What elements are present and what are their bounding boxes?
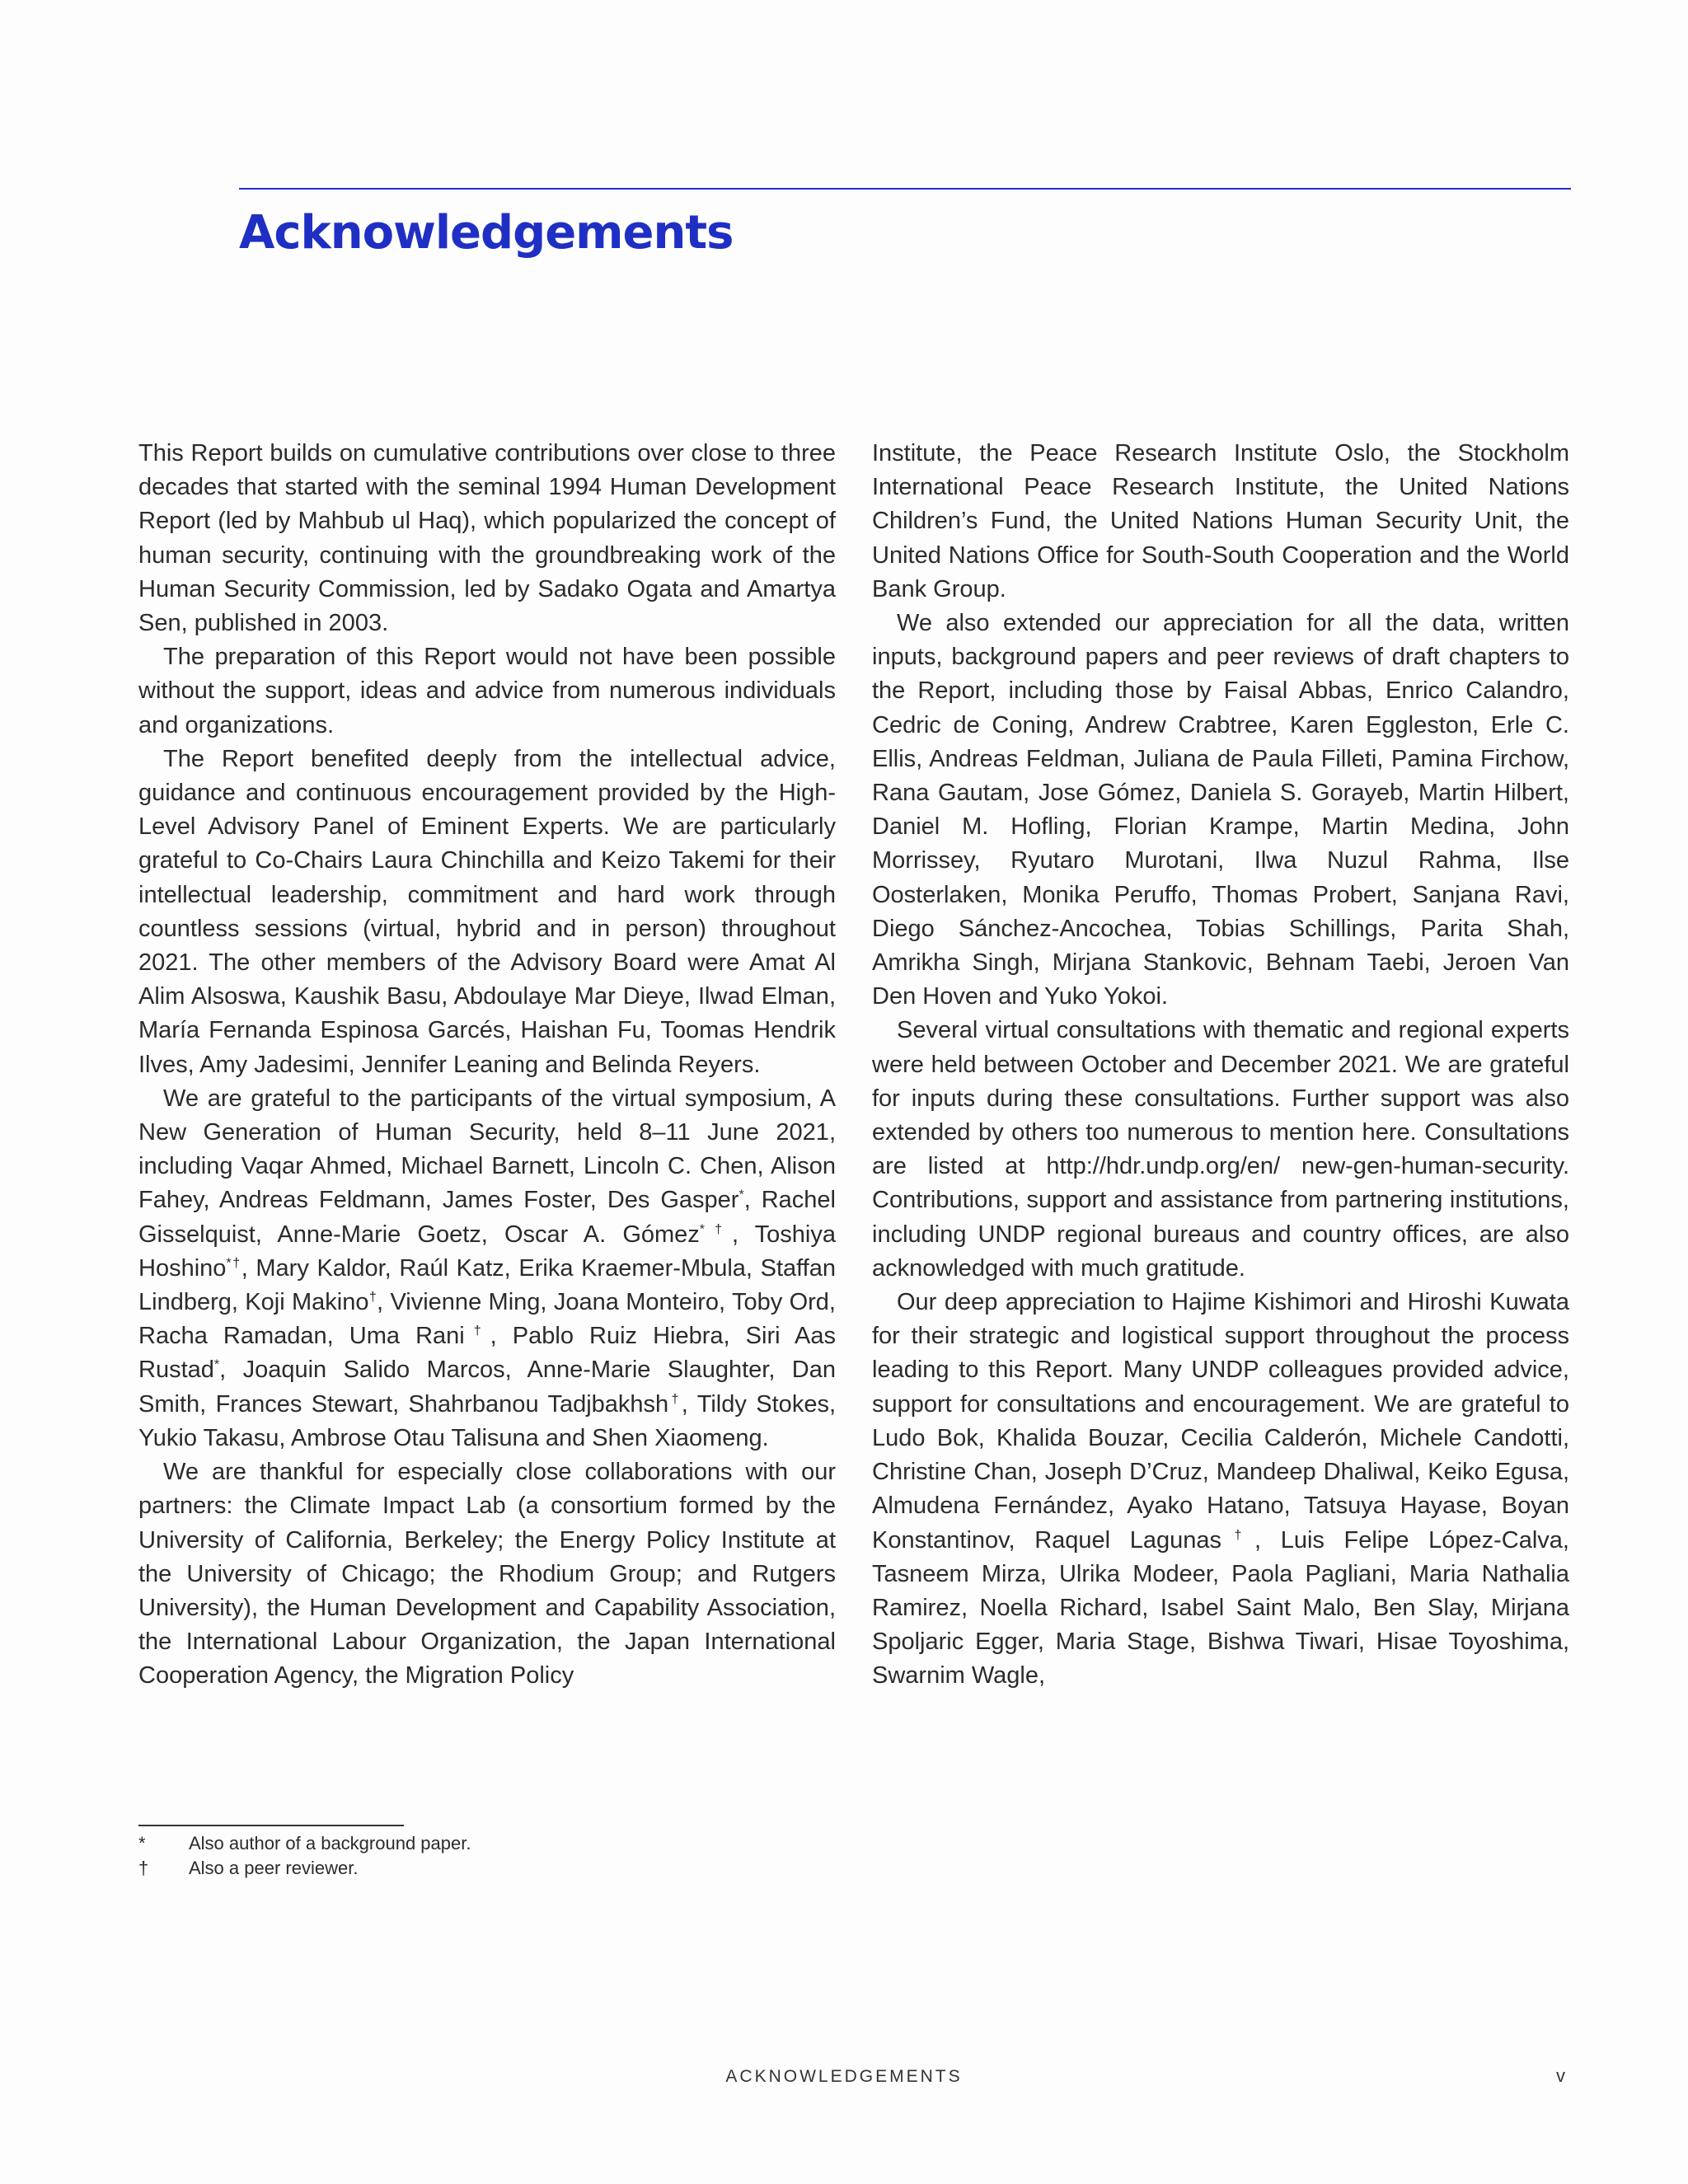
- paragraph: We are thankful for especially close collaborations with our partners: the Climate Impact Lab (a consortium formed by the University of California, Berkeley; the Energy Policy Institute at the University of Chicago; the Rhodium Group; and Rutgers University), the Human Development and Capability Association, the International Labour Organization, the Japan International Cooperation Agency, the Migration Policy: [138, 1459, 836, 1690]
- paragraph: Our deep appreciation to Hajime Kishimori and Hiroshi Kuwata for their strategic and logistical support throughout the process leading to this Report. Many UNDP colleagues provided advice, support for consultations and encouragement. We are grateful to Ludo Bok, Khalida Bouzar, Cecilia Calderón, Michele Candotti, Christine Chan, Joseph D’Cruz, Mandeep Dhaliwal, Keiko Egusa, Almudena Fernández, Ayako Hatano, Tatsuya Hayase, Boyan Konstantinov, Raquel Lagunas†, Luis Felipe López-Calva, Tasneem Mirza, Ulrika Modeer, Paola Pagliani, Maria Nathalia Ramirez, Noella Richard, Isabel Saint Malo, Ben Slay, Mirjana Spoljaric Egger, Maria Stage, Bishwa Tiwari, Hisae Toyoshima, Swarnim Wagle,: [872, 1289, 1569, 1690]
- footnote-item: [138, 1831, 471, 1856]
- paragraph: We are grateful to the participants of the virtual symposium, A New Generation of Human Security, held 8–11 June 2021, including Vaqar Ahmed, Michael Barnett, Lincoln C. Chen, Alison Fahey, Andreas Feldmann, James Foster, Des Gasper*, Rachel Gisselquist, Anne-Marie Goetz, Oscar A. Gómez*†, Toshiya Hoshino*†, Mary Kaldor, Raúl Katz, Erika Kraemer-Mbula, Staffan Lindberg, Koji Makino†, Vivienne Ming, Joana Monteiro, Toby Ord, Racha Ramadan, Uma Rani†, Pablo Ruiz Hiebra, Siri Aas Rustad*, Joaquin Salido Marcos, Anne-Marie Slaughter, Dan Smith, Frances Stewart, Shahrbanou Tadjbakhsh†, Tildy Stokes, Yukio Takasu, Ambrose Otau Talisuna and Shen Xiaomeng.: [138, 1085, 837, 1451]
- footnote-text: Also author of a background paper.: [189, 1833, 471, 1854]
- paragraph: Several virtual consultations with thematic and regional experts were held between October and December 2021. We are grateful for inputs during these consultations. Further support was also extended by others too numerous to mention here. Consultations are listed at http://hdr.undp.org/en/ new-gen-human-security. Contributions, support and assistance from partnering institutions, including UNDP regional bureaus and country offices, are also acknowledged with much gratitude.: [872, 1017, 1569, 1282]
- right-column: [872, 437, 1569, 1694]
- paragraph: The Report benefited deeply from the intellectual advice, guidance and continuous encouragement provided by the High-Level Advisory Panel of Eminent Experts. We are particularly grateful to Co-Chairs Laura Chinchilla and Keizo Takemi for their intellectual leadership, commitment and hard work through countless sessions (virtual, hybrid and in person) throughout 2021. The other members of the Advisory Board were Amat Al Alim Alsoswa, Kaushik Basu, Abdoulaye Mar Dieye, Ilwad Elman, María Fernanda Espinosa Garcés, Haishan Fu, Toomas Hendrik Ilves, Amy Jadesimi, Jennifer Leaning and Belinda Reyers.: [138, 745, 836, 1078]
- page-title: Acknowledgements: [239, 206, 734, 260]
- footnote-mark: *: [138, 1833, 146, 1854]
- paragraph: We also extended our appreciation for all the data, written inputs, background papers and peer reviews of draft chapters to the Report, including those by Faisal Abbas, Enrico Calandro, Cedric de Coning, Andrew Crabtree, Karen Eggleston, Erle C. Ellis, Andreas Feldman, Juliana de Paula Filleti, Pamina Firchow, Rana Gautam, Jose Gómez, Daniela S. Gorayeb, Martin Hilbert, Daniel M. Hofling, Florian Krampe, Martin Medina, John Morrissey, Ryutaro Murotani, Ilwa Nuzul Rahma, Ilse Oosterlaken, Monika Peruffo, Thomas Probert, Sanjana Ravi, Diego Sánchez-Ancochea, Tobias Schillings, Parita Shah, Amrikha Singh, Mirjana Stankovic, Behnam Taebi, Jeroen Van Den Hoven and Yuko Yokoi.: [872, 610, 1569, 1010]
- left-column: [138, 437, 836, 1694]
- page-number: v: [1556, 2065, 1565, 2086]
- paragraph: The preparation of this Report would not have been possible without the support, ideas and advice from numerous individuals and organizations.: [138, 644, 836, 738]
- footnote-rule: [138, 1825, 404, 1826]
- title-rule: [239, 188, 1571, 190]
- paragraph: Institute, the Peace Research Institute Oslo, the Stockholm International Peace Research Institute, the United Nations Children’s Fund, the United Nations Human Security Unit, the United Nations Office for South-South Cooperation and the World Bank Group.: [872, 440, 1569, 602]
- paragraph: This Report builds on cumulative contributions over close to three decades that started with the seminal 1994 Human Development Report (led by Mahbub ul Haq), which popularized the concept of human security, continuing with the groundbreaking work of the Human Security Commission, led by Sadako Ogata and Amartya Sen, published in 2003.: [138, 440, 836, 637]
- footnote-item: [138, 1856, 471, 1881]
- footnote-mark: †: [138, 1858, 149, 1878]
- footnotes: [138, 1831, 471, 1881]
- footnote-text: Also a peer reviewer.: [189, 1858, 359, 1878]
- footer-section-label: ACKNOWLEDGEMENTS: [725, 2067, 963, 2086]
